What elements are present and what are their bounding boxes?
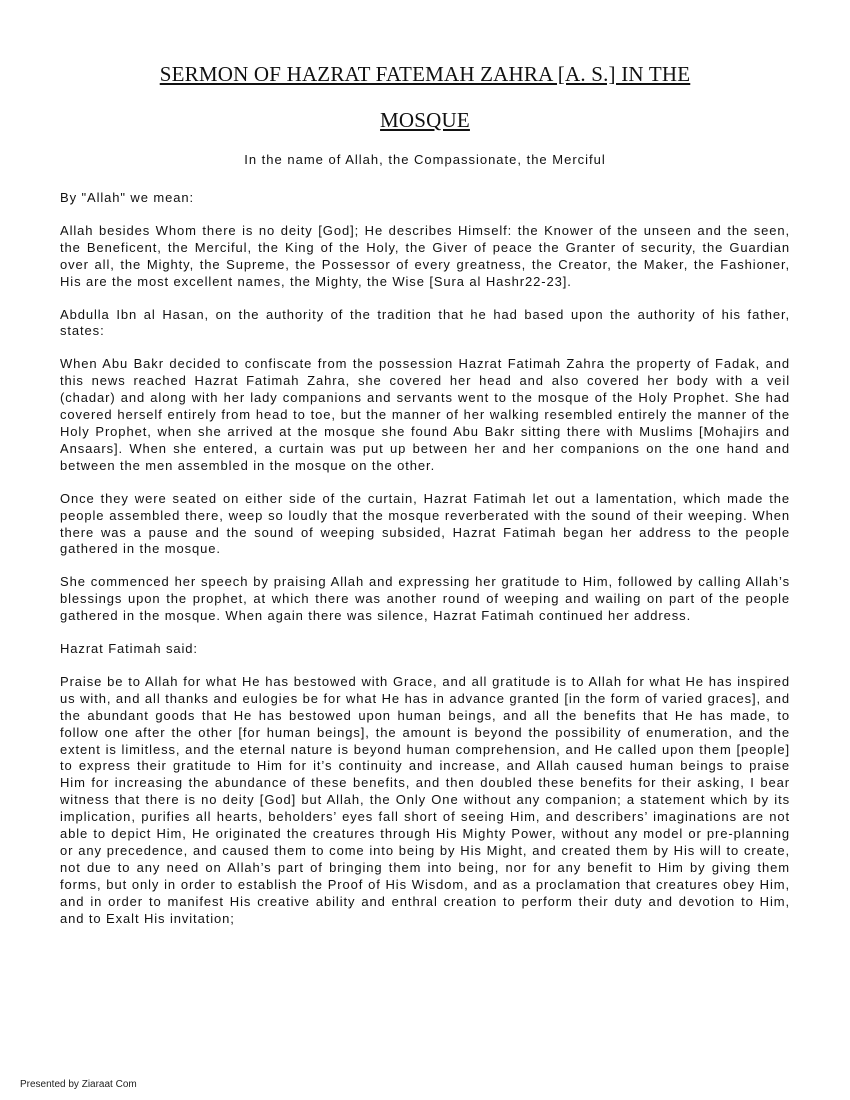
document-body	[60, 190, 790, 944]
title-line-2: MOSQUE	[380, 108, 470, 132]
paragraph: Once they were seated on either side of the curtain, Hazrat Fatimah let out a lamentation, which made the people assembled there, weep so loudly that the mosque reverberated with the sound of their weeping. When there was a pause and the sound of weeping subsided, Hazrat Fatimah began her address to the people gathered in the mosque.	[60, 490, 790, 557]
paragraph: By "Allah" we mean:	[60, 190, 194, 205]
paragraph: Allah besides Whom there is no deity [God]; He describes Himself: the Knower of the unseen and the seen, the Beneficent, the Merciful, the King of the Holy, the Giver of peace the Granter of security, the Guardian over all, the Mighty, the Supreme, the Possessor of every greatness, the Creator, the Maker, the Fashioner, His are the most excellent names, the Mighty, the Wise [Sura al Hashr22-23].	[60, 222, 790, 289]
paragraph: Hazrat Fatimah said:	[60, 641, 198, 657]
paragraph: When Abu Bakr decided to confiscate from the possession Hazrat Fatimah Zahra the property of Fadak, and this news reached Hazrat Fatimah Zahra, she covered her head and also covered her body with a veil (chadar) and along with her lady companions and servants went to the mosque of the Holy Prophet. She had covered herself entirely from head to toe, but the manner of her walking resembled entirely the manner of the Holy Prophet, when she arrived at the mosque she found Abu Bakr sitting there with Muslims [Mohajirs and Ansaars]. When she entered, a curtain was put up between her and her companions on the one hand and between the men assembled in the mosque on the other.	[60, 356, 790, 473]
paragraph: Praise be to Allah for what He has bestowed with Grace, and all gratitude is to Allah for what He has inspired us with, and all thanks and eulogies be for what He has in advance granted [in the form of varied graces], and the abundant goods that He has bestowed upon human beings, and all the benefits that He has made, to follow one after the other [for human beings], the amount is beyond the possibility of enumeration, and the extent is limitless, and the eternal nature is beyond human comprehension, and He called upon them [people] to express their gratitude to Him for it’s continuity and increase, and Allah caused human beings to praise Him for increasing the abundance of these benefits, and then doubled these benefits for their asking, I bear witness that there is no deity [God] but Allah, the Only One without any companion; a statement which by its implication, purifies all hearts, beholders’ eyes fall short of seeing Him, and describers’ imaginations are not able to depict Him, He originated the creatures through His Mighty Power, without any model or pre-planning or any precedence, and caused them to come into being by His Might, and created them by His will to create, not due to any need on Allah’s part of bringing them into being, nor for any benefit to Him by giving them forms, but only in order to establish the Proof of His Wisdom, and as a proclamation that creatures obey Him, and in order to manifest His creative ability and enthral creation to perform their duty and devotion to Him, and to Exalt His invitation;	[60, 673, 790, 926]
subtitle: In the name of Allah, the Compassionate, the Merciful	[244, 152, 606, 167]
footer-credit: Presented by Ziaraat Com	[20, 1079, 137, 1090]
paragraph: She commenced her speech by praising Allah and expressing her gratitude to Him, followed by calling Allah’s blessings upon the prophet, at which there was another round of weeping and wailing on part of the people gathered in the mosque. When again there was silence, Hazrat Fatimah continued her address.	[60, 574, 790, 624]
title-line-1: SERMON OF HAZRAT FATEMAH ZAHRA [A. S.] IN THE	[159, 62, 691, 86]
paragraph: Abdulla Ibn al Hasan, on the authority of the tradition that he had based upon the authority of his father, states:	[60, 306, 790, 339]
